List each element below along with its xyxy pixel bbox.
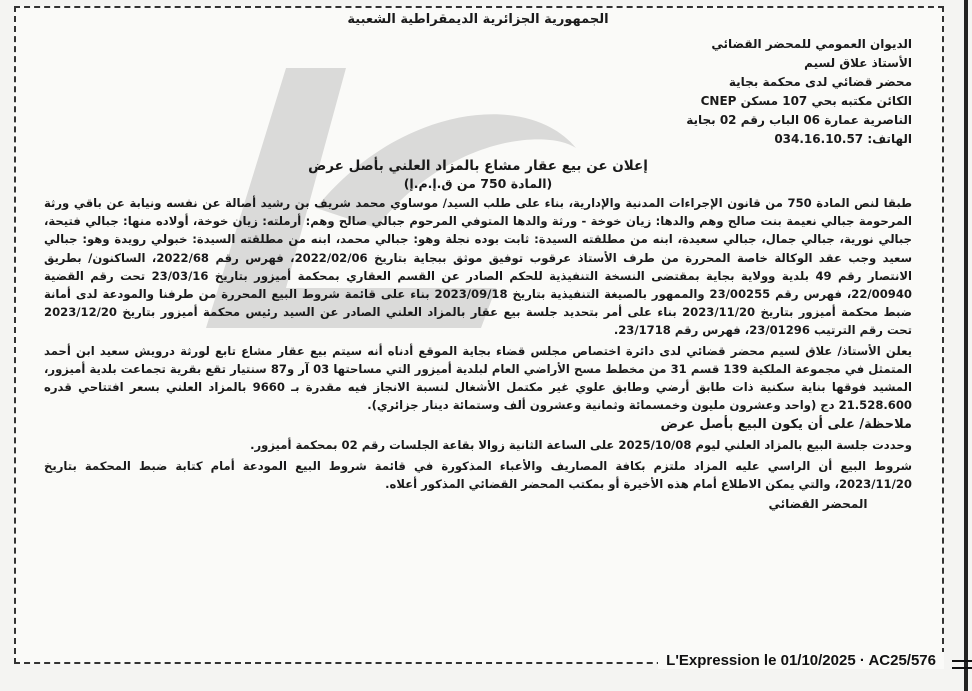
paragraph-conditions: شروط البيع أن الراسي عليه المزاد ملتزم بكافة المصاريف والأعباء المذكورة في قائمة شروط البيع المودعة أمام كتابة ضبط المحكمة بتاريخ 2023/11/20، والتي يمكن الاطلاع أمام هذه الأخيرة أو بمكتب المحضر القضائي المذكور أعلاه.	[44, 458, 912, 491]
note-line: ملاحظة/ على أن يكون البيع بأصل عرض	[660, 417, 912, 433]
paragraph-basis: طبقا لنص المادة 750 من قانون الإجراءات المدنية والإدارية، بناء على طلب السيد/ موساوي محمد شريف بن رشيد أصالة عن نفسه ونيابة عن باقي ورثة المرحومة جبالي نعيمة بنت صالح وهم والدها: زيان خوخة - ورثة والدها المتوفي المرحوم جبالي صالح وهم: أرملته: زيان خوخة، أولاده منها: جبالي فتيحة، جبالي نورية، جبالي جمال، جبالي سعيدة، ابنه من مطلقته السيدة: ثابت بوده نجلة وهو: جبالي محمد، ابنه من مطلقته السيدة: خبولي رويدة وهو: جبالي سعيد وجب عقد الوكالة خاصة المحررة من طرف الأستاذ عرقوب توفيق موثق ببجاية بتاريخ 2022/02/06، فهرس رقم 2022/68، الساكنون/ بطريق الانتصار رقم 49 بلدية وولاية بجاية بمقتضى النسخة التنفيذية للحكم الصادر عن القسم العقاري بمحكمة أميزور بتاريخ 23/03/16 تحت رقم القضية 22/00940، فهرس رقم 23/00255 والممهور بالصيغة التنفيذية بتاريخ 2023/09/18 بناء على قائمة شروط البيع المحررة من طرفنا والمودعة لدى أمانة ضبط محكمة أميزور بتاريخ 2023/11/20 بناء على أمر بتحديد جلسة بيع عقار بالمزاد العلني الصادر عن السيد رئيس محكمة أميزور بتاريخ 2023/12/20 تحت رقم الترتيب 23/01296، فهرس رقم 23/1718.	[44, 196, 913, 338]
footer-double-rule	[952, 660, 972, 669]
notice-article: (المادة 750 من ق.إ.م.إ)	[403, 176, 553, 191]
bailiff-name: الأستاذ علاق لسيم	[804, 56, 912, 70]
right-border-rule	[964, 0, 968, 691]
paragraph-property: يعلن الأستاذ/ علاق لسيم محضر قضائي لدى دائرة اختصاص مجلس قضاء بجاية الموقع أدناه أنه سيتم بيع عقار مشاع تابع لورثة درويش سعيد ابن أحمد المتمثل في مجموعة الملكية 139 قسم 31 من مخطط مسح الأراضي العام لبلدية أميزور التي مساحتها 03 آر و87 سنتيار تقع بقرية تجماعت بلدية أميزور، المشيد فوقها بناية سكنية ذات طابق أرضي وطابق علوي غير مكتمل الأشغال لنسبة الانجاز فيه مقدرة بـ 9660 بالمزاد العلني بسعر افتتاحي قدره 21.528.600 دج (واحد وعشرون مليون وخمسمائة وثمانية وعشرون ألف وستمائة دينار جزائري).	[44, 343, 912, 413]
publication-footer	[658, 652, 944, 669]
publication-reference: L'Expression le 01/10/2025 · AC25/576	[666, 652, 936, 669]
document-body	[44, 12, 912, 511]
phone-line	[552, 130, 912, 149]
address-line-2: الناصرية عمارة 06 الباب رقم 02 بجاية	[686, 113, 912, 127]
bailiff-address-block	[552, 35, 912, 149]
republic-heading: الجمهورية الجزائرية الديمقراطية الشعبية	[347, 12, 609, 27]
address-line-1: الكائن مكتبه بحي 107 مسكن CNEP	[700, 94, 912, 108]
signature-label: المحضر القضائي	[768, 497, 868, 512]
phone-label: الهاتف:	[867, 132, 912, 146]
notice-title: إعلان عن بيع عقار مشاع بالمزاد العلني بأصل عرض	[308, 158, 648, 174]
paragraph-session: وحددت جلسة البيع بالمزاد العلني ليوم 2025/10/08 على الساعة الثانية زوالا بقاعة الجلسات رقم 02 بمحكمة أميزور.	[250, 438, 912, 453]
bailiff-role: محضر قضائي لدى محكمة بجاية	[728, 75, 912, 89]
office-line: الديوان العمومي للمحضر القضائي	[711, 37, 912, 51]
phone-number: 034.16.10.57	[774, 132, 864, 146]
